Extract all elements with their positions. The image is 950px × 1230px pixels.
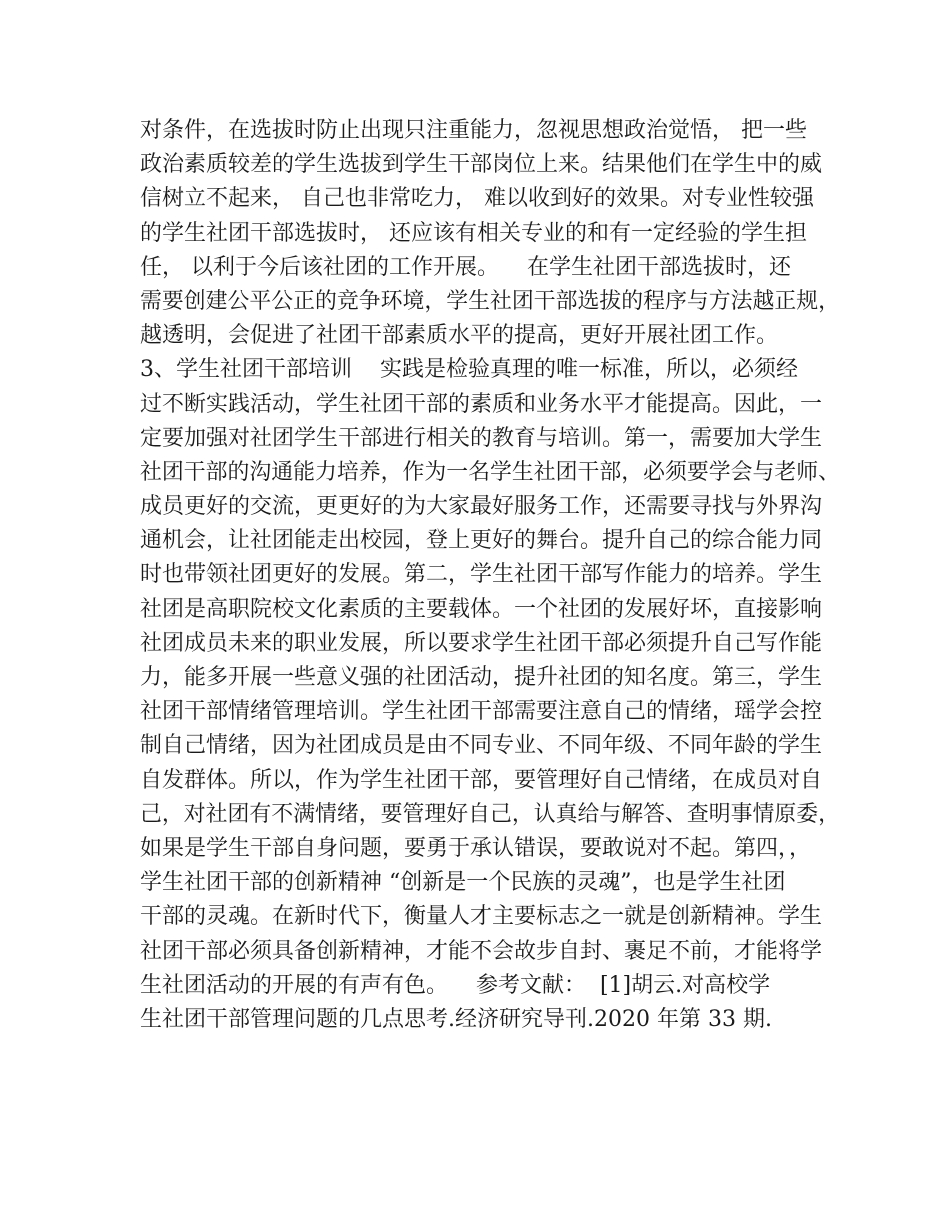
section-heading-line: 3、学生社团干部培训 实践是检验真理的唯一标准，所以，必须经 [140, 357, 798, 383]
text-line: 成员更好的交流，更更好的为大家最好服务工作，还需要寻找与外界沟 [140, 494, 823, 520]
text-line: 干部的灵魂。在新时代下，衡量人才主要标志之一就是创新精神。学生 [140, 904, 823, 930]
reference-line: 生社团干部管理问题的几点思考.经济研究导刊.2020 年第 33 期. [140, 1006, 772, 1032]
text-line: 时也带领社团更好的发展。第二，学生社团干部写作能力的培养。学生 [140, 562, 823, 588]
text-line: 的学生社团干部选拔时， 还应该有相关专业的和有一定经验的学生担 [140, 220, 807, 246]
text-line: 政治素质较差的学生选拔到学生干部岗位上来。结果他们在学生中的威 [140, 152, 823, 178]
reference-line: 生社团活动的开展的有声有色。 参考文献： [1]胡云.对高校学 [140, 972, 771, 998]
text-line: 社团干部的沟通能力培养，作为一名学生社团干部，必须要学会与老师、 [140, 459, 841, 485]
text-line: 己，对社团有不满情绪，要管理好自己，认真给与解答、查明事情原委， [140, 801, 841, 827]
text-line: 越透明，会促进了社团干部素质水平的提高，更好开展社团工作。 [140, 323, 779, 349]
text-line: 通机会，让社团能走出校园，登上更好的舞台。提升自己的综合能力同 [140, 528, 823, 554]
text-line: 定要加强对社团学生干部进行相关的教育与培训。第一，需要加大学生 [140, 425, 823, 451]
text-line: 社团是高职院校文化素质的主要载体。一个社团的发展好坏，直接影响 [140, 596, 823, 622]
text-line: 社团成员未来的职业发展，所以要求学生社团干部必须提升自己写作能 [140, 630, 823, 656]
text-line: 社团干部情绪管理培训。学生社团干部需要注意自己的情绪，瑶学会控 [140, 699, 823, 725]
text-line: 社团干部必须具备创新精神，才能不会故步自封、裹足不前，才能将学 [140, 938, 823, 964]
text-line: 自发群体。所以，作为学生社团干部，要管理好自己情绪，在成员对自 [140, 767, 823, 793]
text-line: 过不断实践活动，学生社团干部的素质和业务水平才能提高。因此，一 [140, 391, 823, 417]
text-line: 信树立不起来， 自己也非常吃力， 难以收到好的效果。对专业性较强 [140, 186, 814, 212]
text-line: 对条件，在选拔时防止出现只注重能力，忽视思想政治觉悟， 把一些 [140, 118, 807, 143]
body-text [140, 114, 840, 1037]
text-line: 需要创建公平公正的竞争环境，学生社团干部选拔的程序与方法越正规， [140, 288, 841, 314]
text-line: 学生社团干部的创新精神 “创新是一个民族的灵魂”，也是学生社团 [140, 870, 786, 896]
text-line: 任， 以利于今后该社团的工作开展。 在学生社团干部选拔时，还 [140, 254, 791, 280]
text-line: 力，能多开展一些意义强的社团活动，提升社团的知名度。第三，学生 [140, 665, 823, 690]
text-line: 制自己情绪，因为社团成员是由不同专业、不同年级、不同年龄的学生 [140, 733, 823, 759]
text-line: 如果是学生干部自身问题，要勇于承认错误，要敢说对不起。第四，， [140, 835, 812, 861]
